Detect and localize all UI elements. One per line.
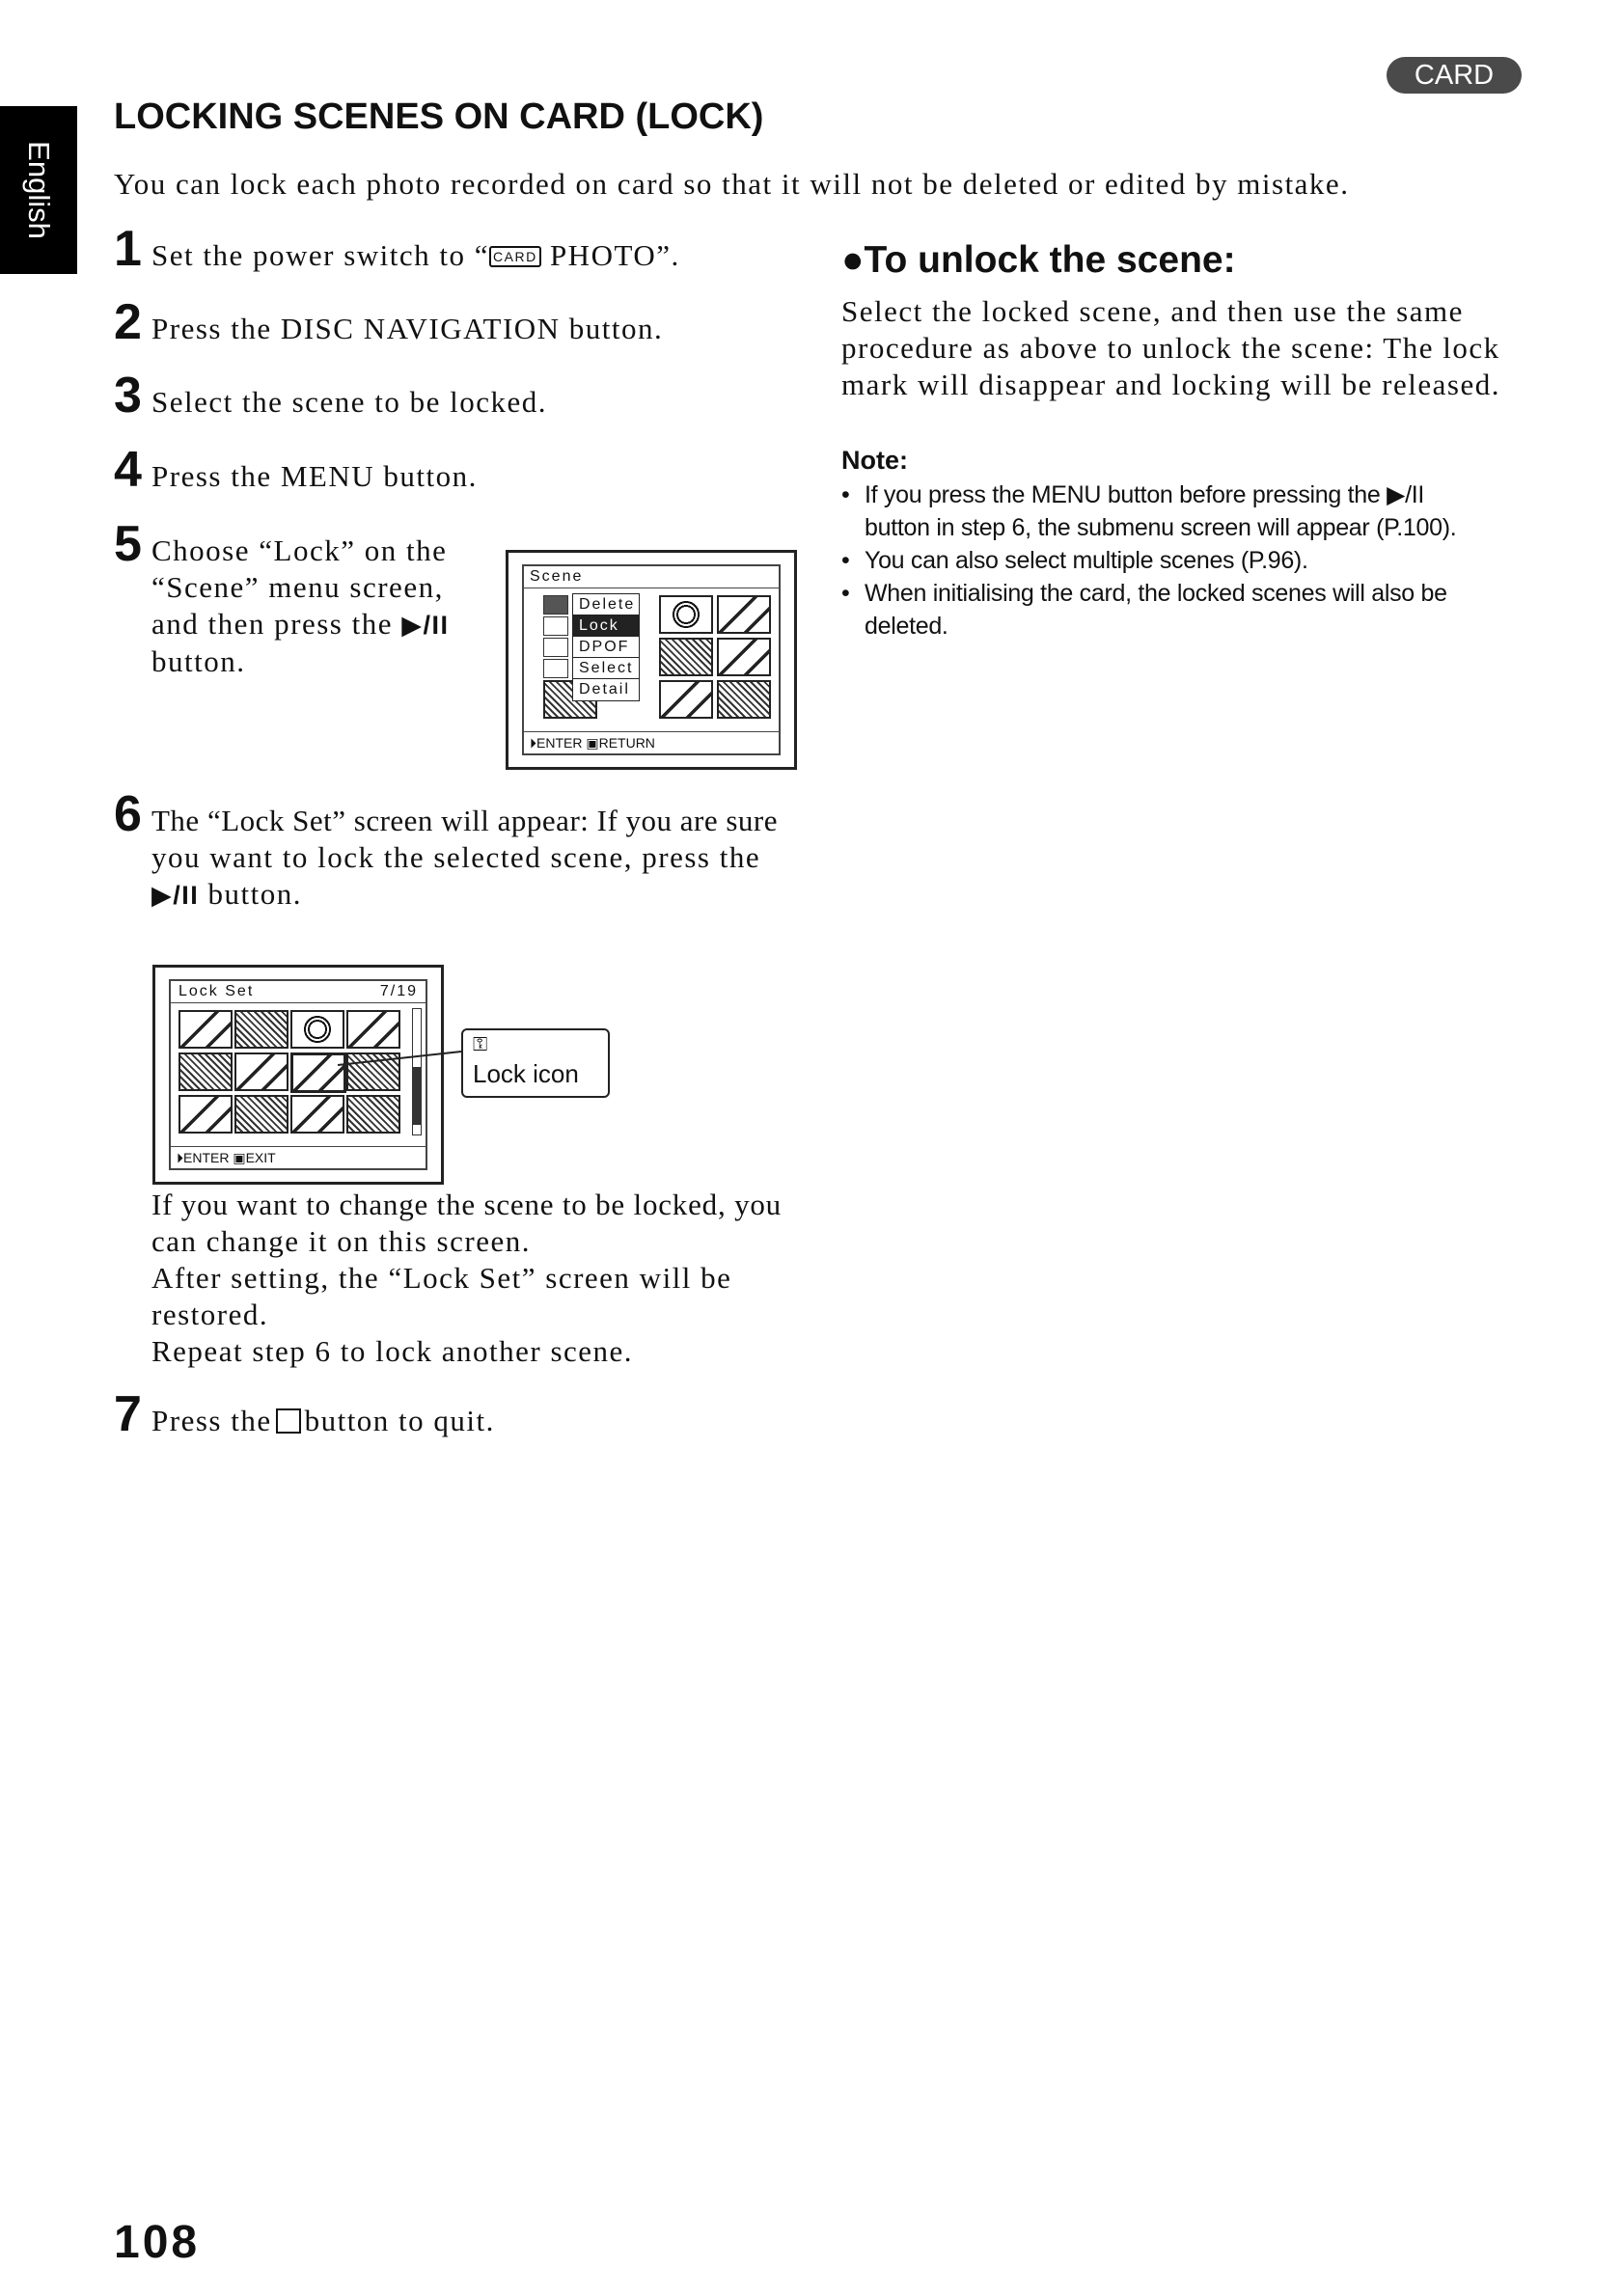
scrollbar-thumb[interactable] bbox=[413, 1067, 421, 1125]
play-pause-icon: ▶/II bbox=[151, 881, 200, 910]
lockset-title: Lock Set bbox=[179, 983, 255, 999]
menu-item-dpof[interactable]: DPOF bbox=[572, 636, 640, 659]
thumbnail bbox=[290, 1010, 344, 1049]
callout-leader bbox=[338, 1042, 463, 1071]
stop-icon: ▣ bbox=[586, 735, 599, 751]
step-text: Press the DISC NAVIGATION button. bbox=[151, 312, 664, 345]
step-text: Press the MENU button. bbox=[151, 459, 478, 493]
unlock-text: Select the locked scene, and then use the same procedure as above to unlock the scene: The lock mark will disappear and locking will be released. bbox=[841, 294, 1500, 401]
menu-item-select[interactable]: Select bbox=[572, 657, 640, 680]
card-photo-icon: CARD bbox=[489, 246, 541, 267]
play-pause-icon: ▶/II bbox=[401, 611, 450, 640]
lockset-footer: ⏵ENTER ▣EXIT bbox=[171, 1146, 426, 1168]
step-text: Choose “Lock” on the “Scene” menu screen, and then press the ▶/II button. bbox=[151, 533, 450, 678]
step-number: 5 bbox=[114, 516, 142, 572]
program-icon bbox=[543, 616, 568, 636]
language-tab bbox=[0, 106, 77, 274]
step-number: 2 bbox=[114, 294, 142, 350]
enter-icon: ⏵ bbox=[177, 1150, 183, 1165]
scene-footer: ⏵ENTER ▣RETURN bbox=[524, 731, 779, 753]
bullet: • bbox=[841, 481, 850, 508]
thumbnail bbox=[179, 1095, 233, 1134]
step-text: Set the power switch to “ CARD PHOTO”. bbox=[151, 238, 680, 272]
lockset-count: 7/19 bbox=[379, 983, 418, 999]
menu-item-lock[interactable]: Lock bbox=[572, 615, 640, 638]
lockset-lcd bbox=[169, 979, 427, 1170]
thumbnail bbox=[717, 638, 771, 676]
lock-set-screen bbox=[152, 965, 444, 1185]
scrollbar[interactable] bbox=[412, 1008, 422, 1135]
page-number: 108 bbox=[114, 2217, 201, 2268]
thumbnail bbox=[346, 1095, 400, 1134]
page-title: LOCKING SCENES ON CARD (LOCK) bbox=[114, 96, 764, 137]
step-text: Select the scene to be locked. bbox=[151, 385, 547, 419]
scene-menu-screen bbox=[506, 550, 797, 770]
scene-lcd bbox=[522, 564, 781, 755]
thumbnail bbox=[659, 595, 713, 634]
scene-header: Scene bbox=[524, 566, 779, 588]
thumbnail bbox=[234, 1010, 288, 1049]
stop-icon: ▣ bbox=[233, 1150, 246, 1165]
unlock-heading: ●To unlock the scene: bbox=[841, 239, 1236, 281]
enter-icon: ⏵ bbox=[530, 735, 536, 751]
card-icon bbox=[543, 638, 568, 657]
key-icon: ⚿ bbox=[473, 1034, 488, 1055]
thumbnail bbox=[179, 1052, 233, 1091]
lockset-header bbox=[171, 981, 426, 1003]
step-number: 4 bbox=[114, 442, 142, 498]
thumbnail bbox=[234, 1095, 288, 1134]
thumbnail bbox=[659, 638, 713, 676]
language-label: English bbox=[22, 141, 56, 239]
card-badge: CARD bbox=[1387, 57, 1522, 94]
settings-icon bbox=[543, 659, 568, 678]
step-number: 7 bbox=[114, 1386, 142, 1442]
step-number: 1 bbox=[114, 221, 142, 277]
bullet: • bbox=[841, 547, 850, 574]
step-text: The “Lock Set” screen will appear: If you are sure you want to lock the selected scene, press the ▶/II button. bbox=[151, 804, 779, 911]
note-heading: Note: bbox=[841, 446, 908, 475]
menu-item-detail[interactable]: Detail bbox=[572, 678, 640, 701]
thumbnail bbox=[179, 1010, 233, 1049]
lock-icon-callout bbox=[461, 1028, 610, 1098]
thumbnail bbox=[717, 595, 771, 634]
thumbnail bbox=[234, 1052, 288, 1091]
step-6-notes: If you want to change the scene to be locked, you can change it on this screen. After setting, the “Lock Set” screen will be restored. Repeat step 6 to lock another scene. bbox=[151, 1188, 782, 1368]
step-number: 3 bbox=[114, 368, 142, 424]
thumbnail bbox=[659, 680, 713, 719]
bullet: • bbox=[841, 580, 850, 607]
callout-label: Lock icon bbox=[473, 1059, 579, 1088]
step-text: Press the button to quit. bbox=[151, 1404, 495, 1437]
stop-button-icon bbox=[276, 1408, 301, 1434]
thumbnail bbox=[717, 680, 771, 719]
menu-item-delete[interactable]: Delete bbox=[572, 593, 640, 616]
intro-text: You can lock each photo recorded on card so that it will not be deleted or edited by mistake. bbox=[114, 167, 1350, 201]
step-number: 6 bbox=[114, 786, 142, 842]
thumbnail bbox=[290, 1095, 344, 1134]
scene-mode-icon bbox=[543, 595, 568, 615]
